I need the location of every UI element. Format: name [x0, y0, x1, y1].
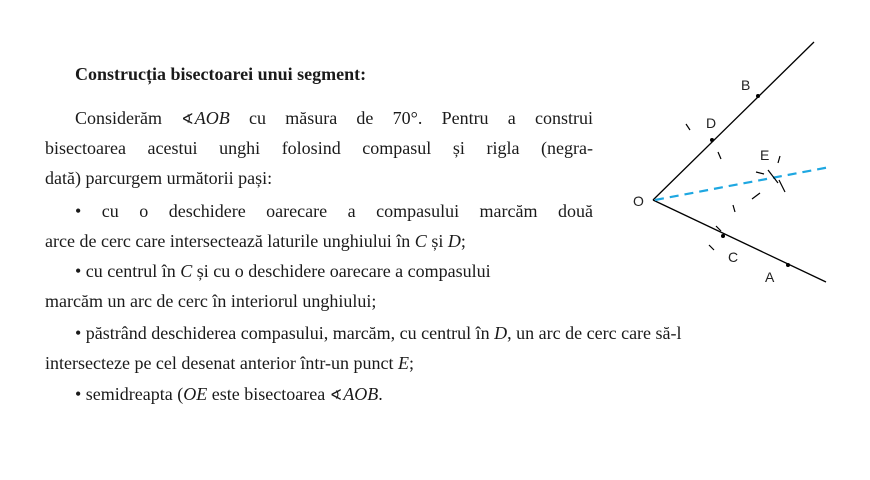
- text-fragment: este bisectoarea: [207, 384, 330, 404]
- angle-symbol: ∢: [329, 388, 343, 404]
- point-d: [710, 138, 714, 142]
- ray-ob: [653, 42, 814, 200]
- text-line-2: bisectoarea acestui unghi folosind compasul și rigla (negra-: [45, 138, 593, 158]
- math-d: D: [447, 231, 461, 251]
- text-fragment: și: [426, 231, 448, 251]
- point-c: [721, 234, 725, 238]
- math-oe: OE: [183, 384, 208, 404]
- arc-mark: [779, 180, 785, 192]
- text-fragment: cu măsura de 70°. Pentru a construi: [229, 108, 593, 128]
- angle-symbol: ∢: [181, 112, 194, 128]
- arc-mark: [778, 156, 780, 163]
- label-e: E: [760, 147, 770, 163]
- arc-mark: [756, 172, 764, 174]
- arc-mark: [752, 193, 760, 199]
- label-c: C: [728, 249, 739, 265]
- text-fragment: • cu centrul în: [75, 261, 181, 281]
- arc-mark: [733, 205, 735, 212]
- label-d: D: [706, 115, 717, 131]
- math-c: C: [180, 261, 193, 281]
- ray-oa: [653, 200, 826, 282]
- text-line-3: dată) parcurgem următorii pași:: [45, 168, 273, 188]
- arc-mark: [718, 152, 721, 159]
- page-title: Construcția bisectoarei unui segment:: [75, 64, 367, 84]
- text-fragment: intersecteze pe cel desenat anterior într-un punct: [45, 353, 398, 373]
- text-fragment: • semidreapta (: [75, 384, 184, 404]
- text-fragment: .: [378, 384, 383, 404]
- arc-mark: [709, 245, 714, 250]
- math-aob: AOB: [194, 108, 230, 128]
- text-fragment: ;: [408, 353, 414, 373]
- math-e: E: [397, 353, 409, 373]
- point-b: [756, 94, 760, 98]
- arc-mark: [686, 124, 690, 130]
- text-line-4: • cu o deschidere oarecare a compasului marcăm două: [75, 201, 593, 221]
- text-fragment: arce de cerc care intersectează laturile unghiului în: [45, 231, 415, 251]
- math-aob: AOB: [343, 384, 379, 404]
- math-d: D: [494, 323, 508, 343]
- label-o: O: [633, 193, 644, 209]
- label-b: B: [741, 77, 751, 93]
- text-fragment: , un arc de cerc care să-l: [507, 323, 682, 343]
- label-a: A: [765, 269, 775, 285]
- arc-marks: [686, 124, 785, 250]
- text-fragment: Considerăm: [75, 108, 182, 128]
- text-fragment: și cu o deschidere oarecare a compasului: [192, 261, 491, 281]
- text-line-7: marcăm un arc de cerc în interiorul unghiului;: [45, 291, 377, 311]
- text-fragment: ;: [460, 231, 466, 251]
- math-c: C: [414, 231, 427, 251]
- text-fragment: • păstrând deschiderea compasului, marcăm, cu centrul în: [75, 323, 495, 343]
- point-a: [786, 263, 790, 267]
